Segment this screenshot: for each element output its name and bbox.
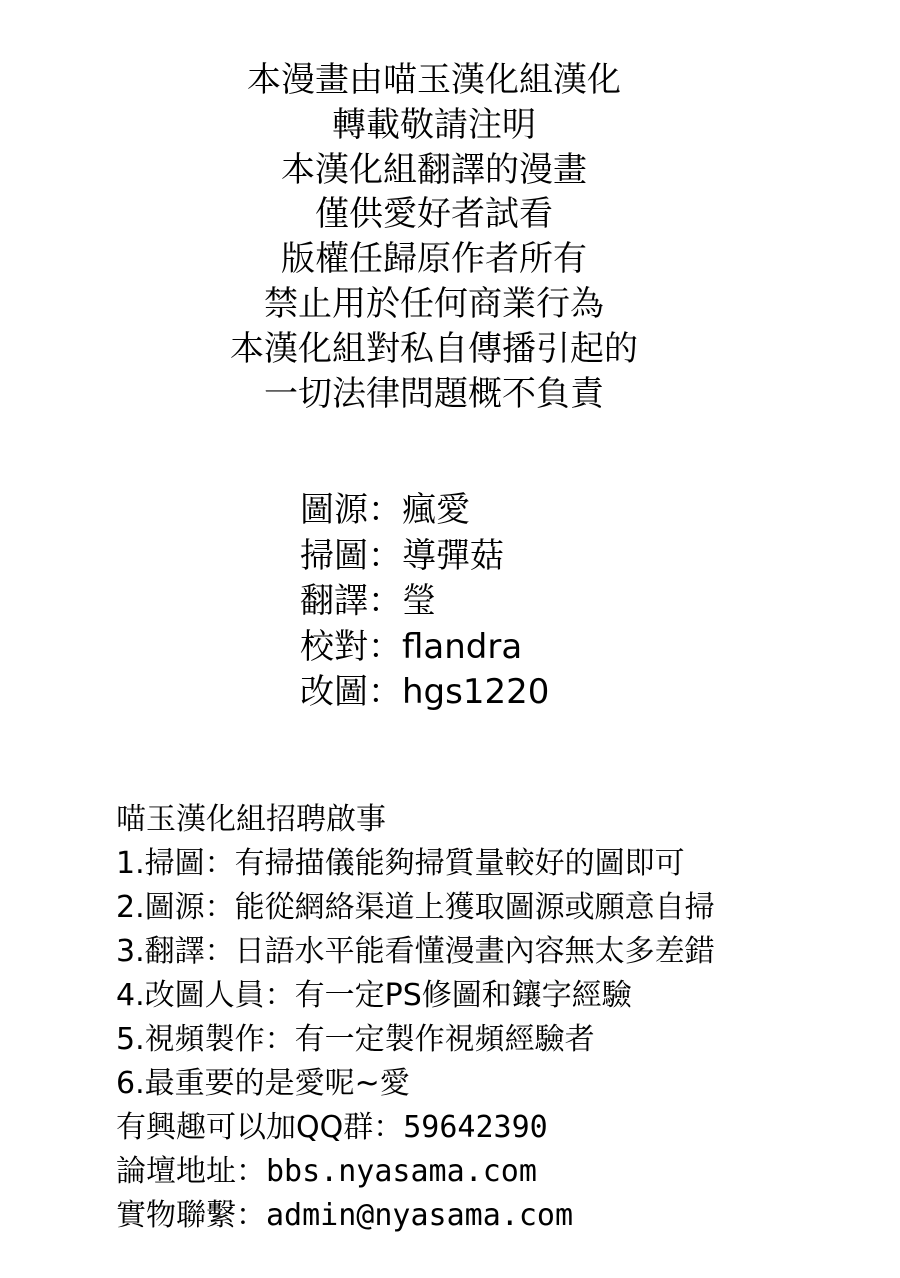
credit-value: flandra bbox=[402, 626, 523, 667]
disclaimer-line: 轉載敬請注明 bbox=[332, 104, 536, 145]
credit-row-source bbox=[300, 488, 549, 534]
credit-row-scan bbox=[300, 534, 549, 580]
credit-label: 圖源： bbox=[300, 490, 402, 530]
contact-email: admin@nyasama.com bbox=[266, 1198, 574, 1233]
credit-label: 改圖： bbox=[300, 672, 402, 713]
recruitment-item: 6.最重要的是愛呢~愛 bbox=[116, 1066, 410, 1101]
credit-row-translation bbox=[300, 579, 549, 625]
recruitment-item: 4.改圖人員：有一定PS修圖和鑲字經驗 bbox=[116, 978, 632, 1013]
credit-label: 校對： bbox=[300, 626, 402, 667]
forum-address-label: 論壇地址： bbox=[116, 1154, 266, 1189]
qq-group-number: 59642390 bbox=[403, 1110, 548, 1145]
disclaimer-line: 本漢化組對私自傳播引起的 bbox=[230, 328, 638, 369]
credit-value: 導彈菇 bbox=[402, 535, 504, 576]
forum-address: bbs.nyasama.com bbox=[266, 1154, 537, 1189]
credit-value: hgs1220 bbox=[402, 672, 550, 713]
credit-label: 翻譯： bbox=[300, 581, 402, 622]
disclaimer-block bbox=[0, 58, 868, 416]
credit-row-editing bbox=[300, 670, 549, 716]
credit-label: 掃圖： bbox=[300, 535, 402, 576]
credit-value: 瑩 bbox=[402, 581, 436, 622]
recruitment-item: 2.圖源：能從網絡渠道上獲取圖源或願意自掃 bbox=[116, 890, 715, 925]
contact-label: 實物聯繫： bbox=[116, 1198, 266, 1233]
qq-group-label: 有興趣可以加QQ群： bbox=[116, 1110, 404, 1145]
disclaimer-line: 本漢化組翻譯的漫畫 bbox=[281, 149, 587, 190]
recruitment-item: 3.翻譯：日語水平能看懂漫畫內容無太多差錯 bbox=[116, 934, 715, 969]
credit-row-proofreading bbox=[300, 625, 549, 671]
forum-address-line bbox=[116, 1150, 715, 1194]
disclaimer-line: 僅供愛好者試看 bbox=[315, 194, 553, 235]
recruitment-title: 喵玉漢化組招聘啟事 bbox=[116, 802, 386, 837]
disclaimer-line: 版權任歸原作者所有 bbox=[281, 239, 587, 280]
disclaimer-line: 禁止用於任何商業行為 bbox=[264, 283, 604, 324]
credit-value: 瘋愛 bbox=[402, 490, 470, 530]
recruitment-block bbox=[116, 798, 715, 1238]
credits-block bbox=[300, 488, 549, 716]
disclaimer-line: 一切法律問題概不負責 bbox=[264, 373, 604, 414]
recruitment-item: 5.視頻製作：有一定製作視頻經驗者 bbox=[116, 1022, 595, 1057]
recruitment-item: 1.掃圖：有掃描儀能夠掃質量較好的圖即可 bbox=[116, 846, 685, 881]
contact-line bbox=[116, 1194, 715, 1238]
qq-group-line bbox=[116, 1106, 715, 1150]
disclaimer-line: 本漫畫由喵玉漢化組漢化 bbox=[247, 60, 621, 100]
